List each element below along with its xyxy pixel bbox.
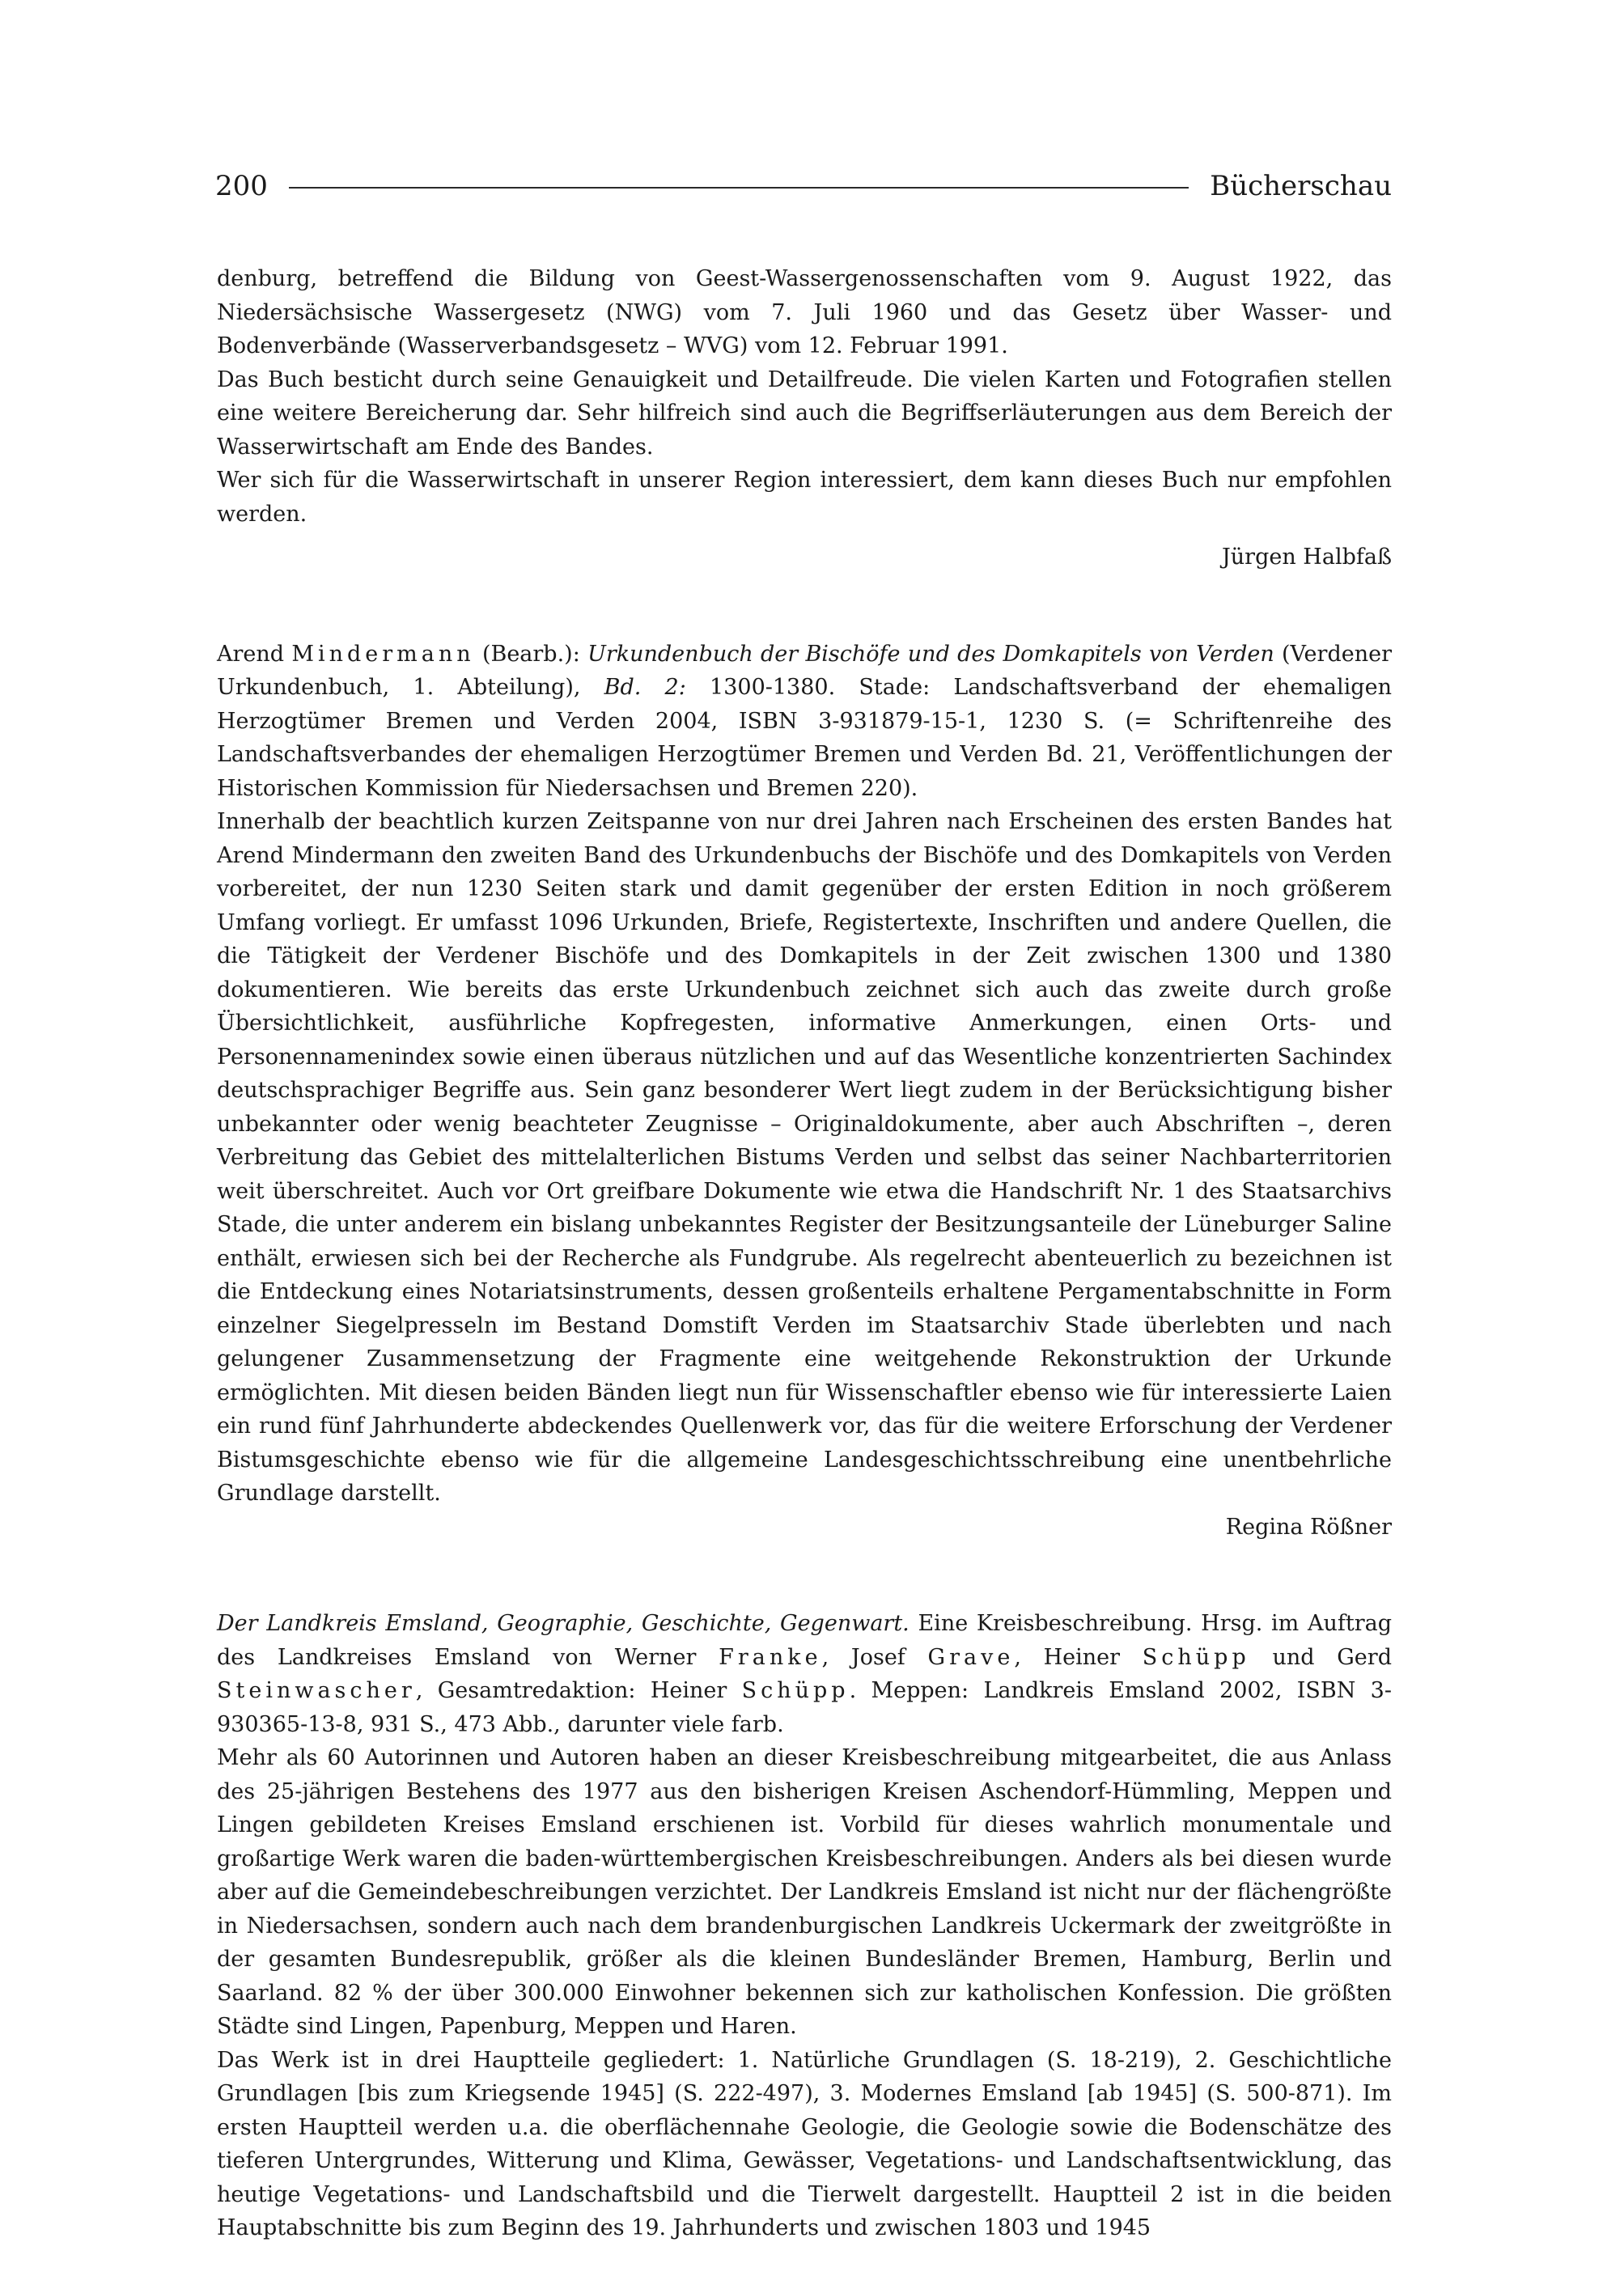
review-1-paragraph-3: Wer sich für die Wasserwirtschaft in unserer Region interessiert, dem kann dieses Buch nur empfohlen werden.	[217, 468, 1392, 527]
section-title: Bücherschau	[1210, 170, 1392, 202]
review-1-reviewer: Jürgen Halbfaß	[1221, 545, 1392, 570]
book-title: Urkundenbuch der Bischöfe und des Domkapitels von Verden	[587, 641, 1274, 667]
volume-label: Bd. 2:	[604, 675, 686, 700]
review-2-citation	[217, 638, 1392, 806]
review-3	[217, 1607, 1392, 2245]
editor-name: Schüpp	[1142, 1644, 1250, 1670]
review-1	[217, 262, 1392, 574]
series-info: (Verdener Urkundenbuch, 1. Abteilung),	[217, 641, 1392, 700]
header-rule	[289, 187, 1189, 189]
book-title: Der Landkreis Emsland, Geographie, Geschichte, Gegenwart.	[217, 1611, 910, 1636]
review-3-paragraph-2: Das Werk ist in drei Hauptteile gegliedert: 1. Natürliche Grundlagen (S. 18-219), 2. Geschichtliche Grundlagen [bis zum Kriegsende 1945] (S. 222-497), 3. Modernes Emsland [ab 1945] (S. 500-871). Im ersten Hauptteil werden u.a. die oberflächennahe Geologie, die Geologie sowie die Bodenschätze des tieferen Untergrundes, Witterung und Klima, Gewässer, Vegetations- und Landschaftsentwicklung, das heutige Vegetations- und Landschaftsbild und die Tierwelt dargestellt. Hauptteil 2 ist in die beiden Hauptabschnitte bis zum Beginn des 19. Jahrhunderts und zwischen 1803 und 1945	[217, 2047, 1392, 2240]
author-first-name: Arend	[217, 641, 285, 667]
review-2-body: Innerhalb der beachtlich kurzen Zeitspanne von nur drei Jahren nach Erscheinen des ersten Bandes hat Arend Mindermann den zweiten Band des Urkundenbuchs der Bischöfe und des Domkapitels von Verden vorbereitet, der nun 1230 Seiten stark und damit gegenüber der ersten Edition in noch größerem Umfang vorliegt. Er umfasst 1096 Urkunden, Briefe, Registertexte, Inschriften und andere Quellen, die die Tätigkeit der Verdener Bischöfe und des Domkapitels in der Zeit zwischen 1300 und 1380 dokumentieren. Wie bereits das erste Urkundenbuch zeichnet sich auch das zweite durch große Übersichtlichkeit, ausführliche Kopfregesten, informative Anmerkungen, einen Orts- und Personennamenindex sowie einen überaus nützlichen und auf das Wesentliche konzentrierten Sachindex deutschsprachiger Begriffe aus. Sein ganz besonderer Wert liegt zudem in der Berücksichtigung bisher unbekannter oder wenig beachteter Zeugnisse – Originaldokumente, aber auch Abschriften –, deren Verbreitung das Gebiet des mittelalterlichen Bistums Verden und selbst das seiner Nachbarterritorien weit überschreitet. Auch vor Ort greifbare Dokumente wie etwa die Handschrift Nr. 1 des Staatsarchivs Stade, die unter anderem ein bislang unbekanntes Register der Besitzungsanteile der Lüneburger Saline enthält, erwiesen sich bei der Recherche als Fundgrube. Als regelrecht abenteuerlich zu bezeichnen ist die Entdeckung eines Notariatsinstruments, dessen großenteils erhaltene Pergamentabschnitte in Form einzelner Siegelpresseln im Bestand Domstift Verden im Staatsarchiv Stade überlebten und nach gelungener Zusammensetzung der Fragmente eine weitgehende Rekonstruktion der Urkunde ermöglichten. Mit diesen beiden Bänden liegt nun für Wissenschaftler ebenso wie für interessierte Laien ein rund fünf Jahrhunderte abdeckendes Quellenwerk vor, das für die weitere Erforschung der Verdener Bistumsgeschichte ebenso wie für die allgemeine Landesgeschichtsschreibung eine unentbehrliche Grundlage darstellt.	[217, 809, 1392, 1506]
citation-separator: , Josef	[821, 1644, 905, 1670]
editor-name: Schüpp	[741, 1678, 850, 1703]
author-last-name: Mindermann	[291, 641, 475, 667]
review-2	[217, 638, 1392, 1545]
page-number: 200	[215, 170, 268, 202]
review-1-paragraph-2: Das Buch besticht durch seine Genauigkeit und Detailfreude. Die vielen Karten und Fotografien stellen eine weitere Bereicherung dar. Sehr hilfreich sind auch die Begriffserläuterungen aus dem Bereich der Wasserwirtschaft am Ende des Bandes.	[217, 367, 1392, 460]
review-2-reviewer: Regina Rößner	[1225, 1514, 1392, 1540]
citation-separator: und Gerd	[1272, 1644, 1392, 1670]
editor-name: Steinwascher	[217, 1678, 416, 1703]
citation-separator: , Heiner	[1014, 1644, 1121, 1670]
publication-details: . Meppen: Landkreis Emsland 2002, ISBN 3-930365-13-8, 931 S., 473 Abb., darunter viele farb.	[217, 1678, 1392, 1737]
page-content	[217, 262, 1392, 2245]
publication-details: 1300-1380. Stade: Landschaftsverband der ehemaligen Herzogtümer Bremen und Verden 2004, ISBN 3-931879-15-1, 1230 S. (= Schriftenreihe des Landschaftsverbandes der ehemaligen Herzogtümer Bremen und Verden Bd. 21, Veröffentlichungen der Historischen Kommission für Niedersachsen und Bremen 220).	[217, 675, 1392, 801]
review-3-citation	[217, 1607, 1392, 1741]
editor-role: (Bearb.):	[481, 641, 580, 667]
editor-name: Grave	[927, 1644, 1015, 1670]
review-3-paragraph-1: Mehr als 60 Autorinnen und Autoren haben an dieser Kreisbeschreibung mitgearbeitet, die aus Anlass des 25-jährigen Bestehens des 1977 aus den bisherigen Kreisen Aschendorf-Hümmling, Meppen und Lingen gebildeten Kreises Emsland erschienen ist. Vorbild für dieses wahrlich monumentale und großartige Werk waren die baden-württembergischen Kreisbeschreibungen. Anders als bei diesen wurde aber auf die Gemeindebeschreibungen verzichtet. Der Landkreis Emsland ist nicht nur der flächengrößte in Niedersachsen, sondern auch nach dem brandenburgischen Landkreis Uckermark der zweitgrößte in der gesamten Bundesrepublik, größer als die kleinen Bundesländer Bremen, Hamburg, Berlin und Saarland. 82 % der über 300.000 Einwohner bekennen sich zur katholischen Konfession. Die größten Städte sind Lingen, Papenburg, Meppen und Haren.	[217, 1745, 1392, 2039]
citation-separator: , Gesamtredaktion: Heiner	[415, 1678, 727, 1703]
review-1-paragraph-1: denburg, betreffend die Bildung von Geest-Wassergenossenschaften vom 9. August 1922, das Niedersächsische Wassergesetz (NWG) vom 7. Juli 1960 und das Gesetz über Wasser- und Bodenverbände (Wasserverbandsgesetz – WVG) vom 12. Februar 1991.	[217, 266, 1392, 358]
editor-name: Franke	[719, 1644, 822, 1670]
citation-text: Eine Kreisbeschreibung. Hrsg. im Auftrag des Landkreises Emsland von Werner	[217, 1611, 1392, 1670]
running-header	[215, 166, 1392, 206]
